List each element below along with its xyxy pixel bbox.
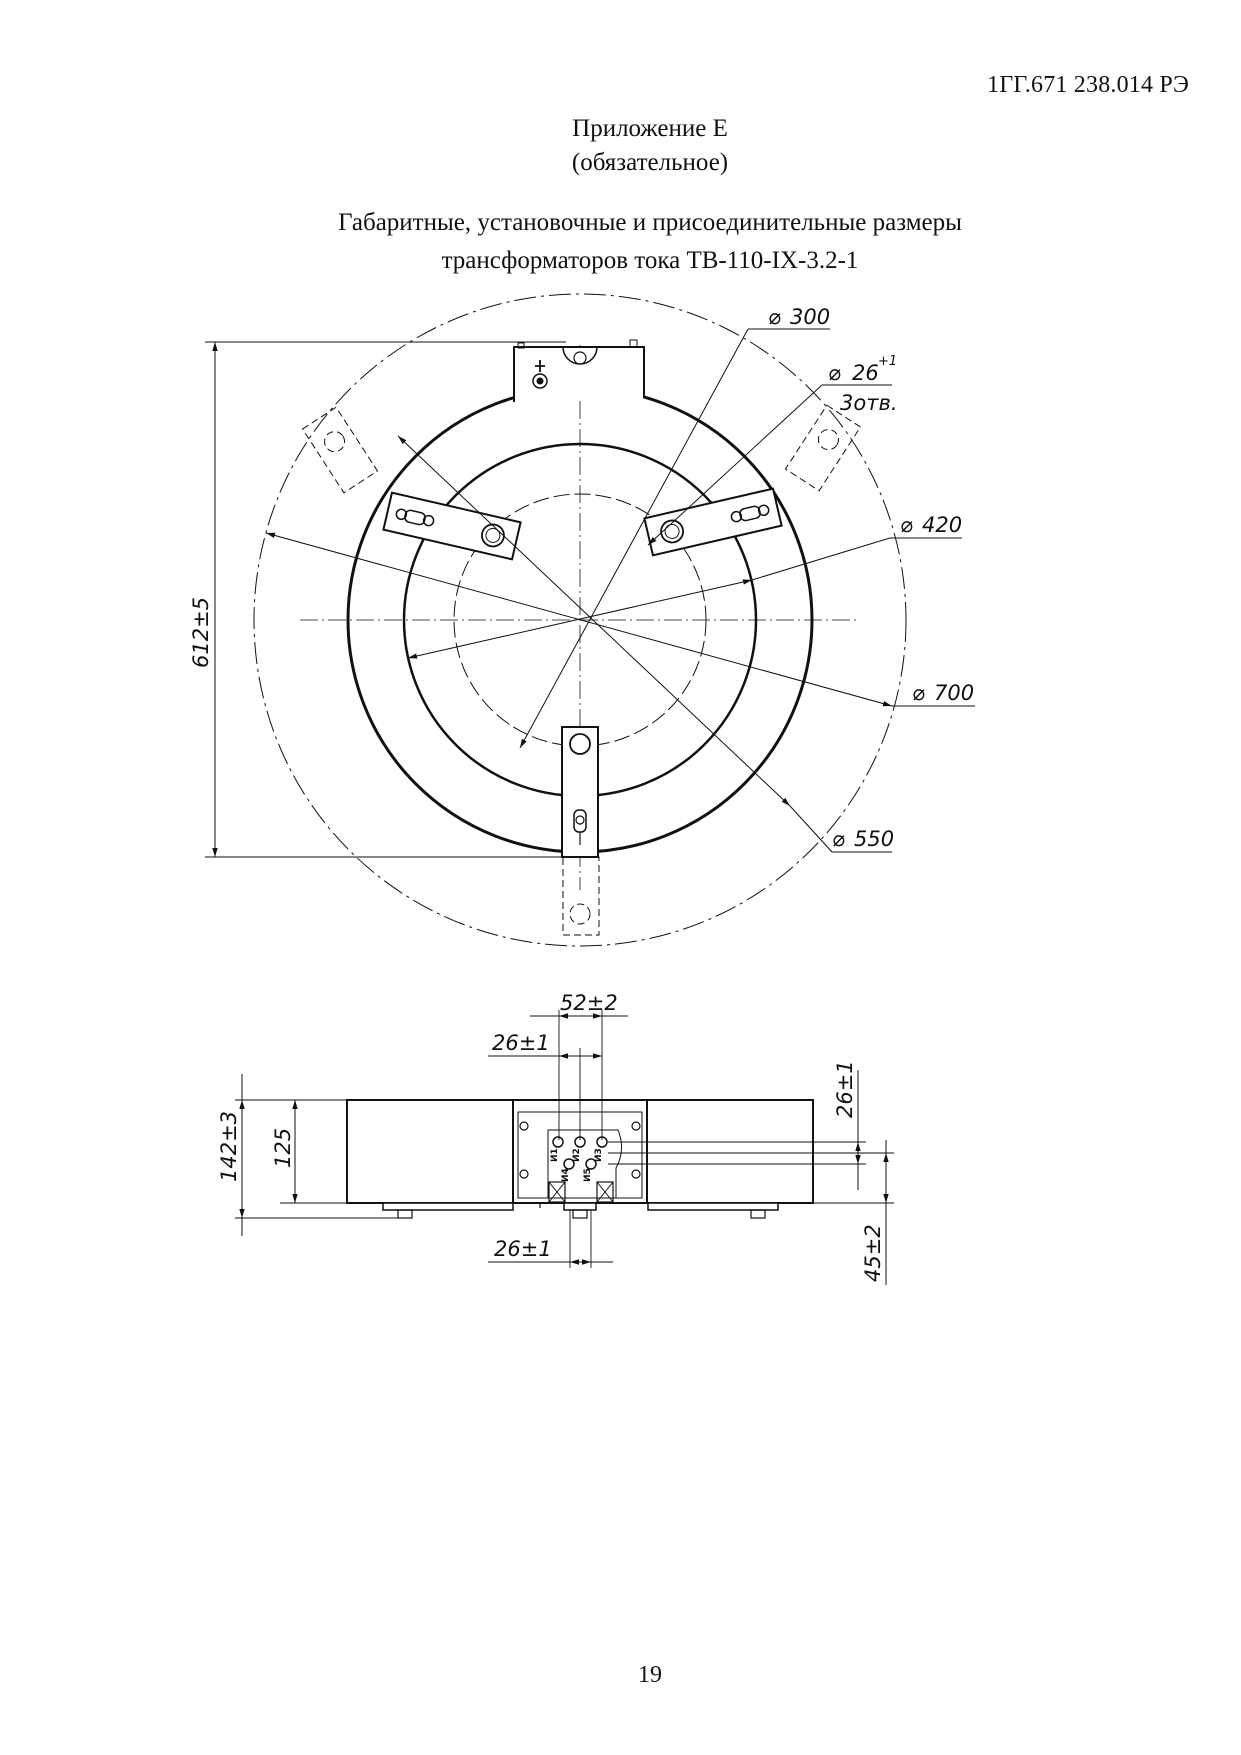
appendix-subtitle: (обязательное) bbox=[571, 149, 729, 176]
label-diameter-symbol-26: ⌀ bbox=[828, 361, 841, 385]
label-diameter-symbol-420: ⌀ bbox=[900, 513, 913, 537]
label-holes-count: 3отв. bbox=[840, 391, 898, 415]
terminal-label-5: И5 bbox=[583, 1168, 593, 1182]
document-code: 1ГГ.671 238.014 РЭ bbox=[987, 72, 1189, 98]
label-d300: 300 bbox=[790, 305, 831, 329]
heading-line-1: Габаритные, установочные и присоединительные размеры bbox=[338, 209, 962, 236]
label-d550: 550 bbox=[854, 827, 895, 851]
bracket-bottom bbox=[562, 727, 598, 857]
label-d26-tolerance: +1 bbox=[878, 354, 898, 369]
appendix-title: Приложение Е bbox=[572, 115, 728, 142]
bracket-left bbox=[383, 493, 520, 560]
page-number: 19 bbox=[638, 1662, 662, 1688]
side-bracket-left bbox=[383, 1203, 513, 1210]
terminal-label-1: И1 bbox=[550, 1148, 560, 1162]
label-height-612: 612±5 bbox=[189, 596, 213, 668]
label-h142: 142±3 bbox=[217, 1110, 241, 1182]
label-h125: 125 bbox=[271, 1127, 295, 1168]
label-diameter-symbol-300: ⌀ bbox=[768, 305, 781, 329]
label-diameter-symbol-700: ⌀ bbox=[912, 681, 925, 705]
side-view bbox=[235, 1010, 894, 1285]
label-d26: 26 bbox=[852, 361, 879, 385]
label-d700: 700 bbox=[934, 681, 975, 705]
heading-line-2: трансформаторов тока ТВ-110-IX-3.2-1 bbox=[441, 247, 859, 274]
side-bracket-right bbox=[648, 1203, 778, 1210]
label-w52: 52±2 bbox=[560, 991, 618, 1015]
bracket-right bbox=[644, 489, 781, 556]
terminal-label-2: И2 bbox=[572, 1148, 582, 1162]
terminal-label-4: И4 bbox=[561, 1168, 571, 1182]
label-v45: 45±2 bbox=[861, 1224, 885, 1282]
label-v26: 26±1 bbox=[833, 1060, 857, 1118]
label-w26-bottom: 26±1 bbox=[494, 1237, 552, 1261]
terminal-box bbox=[514, 347, 644, 402]
terminal-label-3: И3 bbox=[594, 1148, 604, 1162]
label-d420: 420 bbox=[922, 513, 963, 537]
label-diameter-symbol-550: ⌀ bbox=[832, 827, 845, 851]
label-w26-top: 26±1 bbox=[492, 1031, 550, 1055]
side-bracket-center bbox=[564, 1203, 596, 1210]
